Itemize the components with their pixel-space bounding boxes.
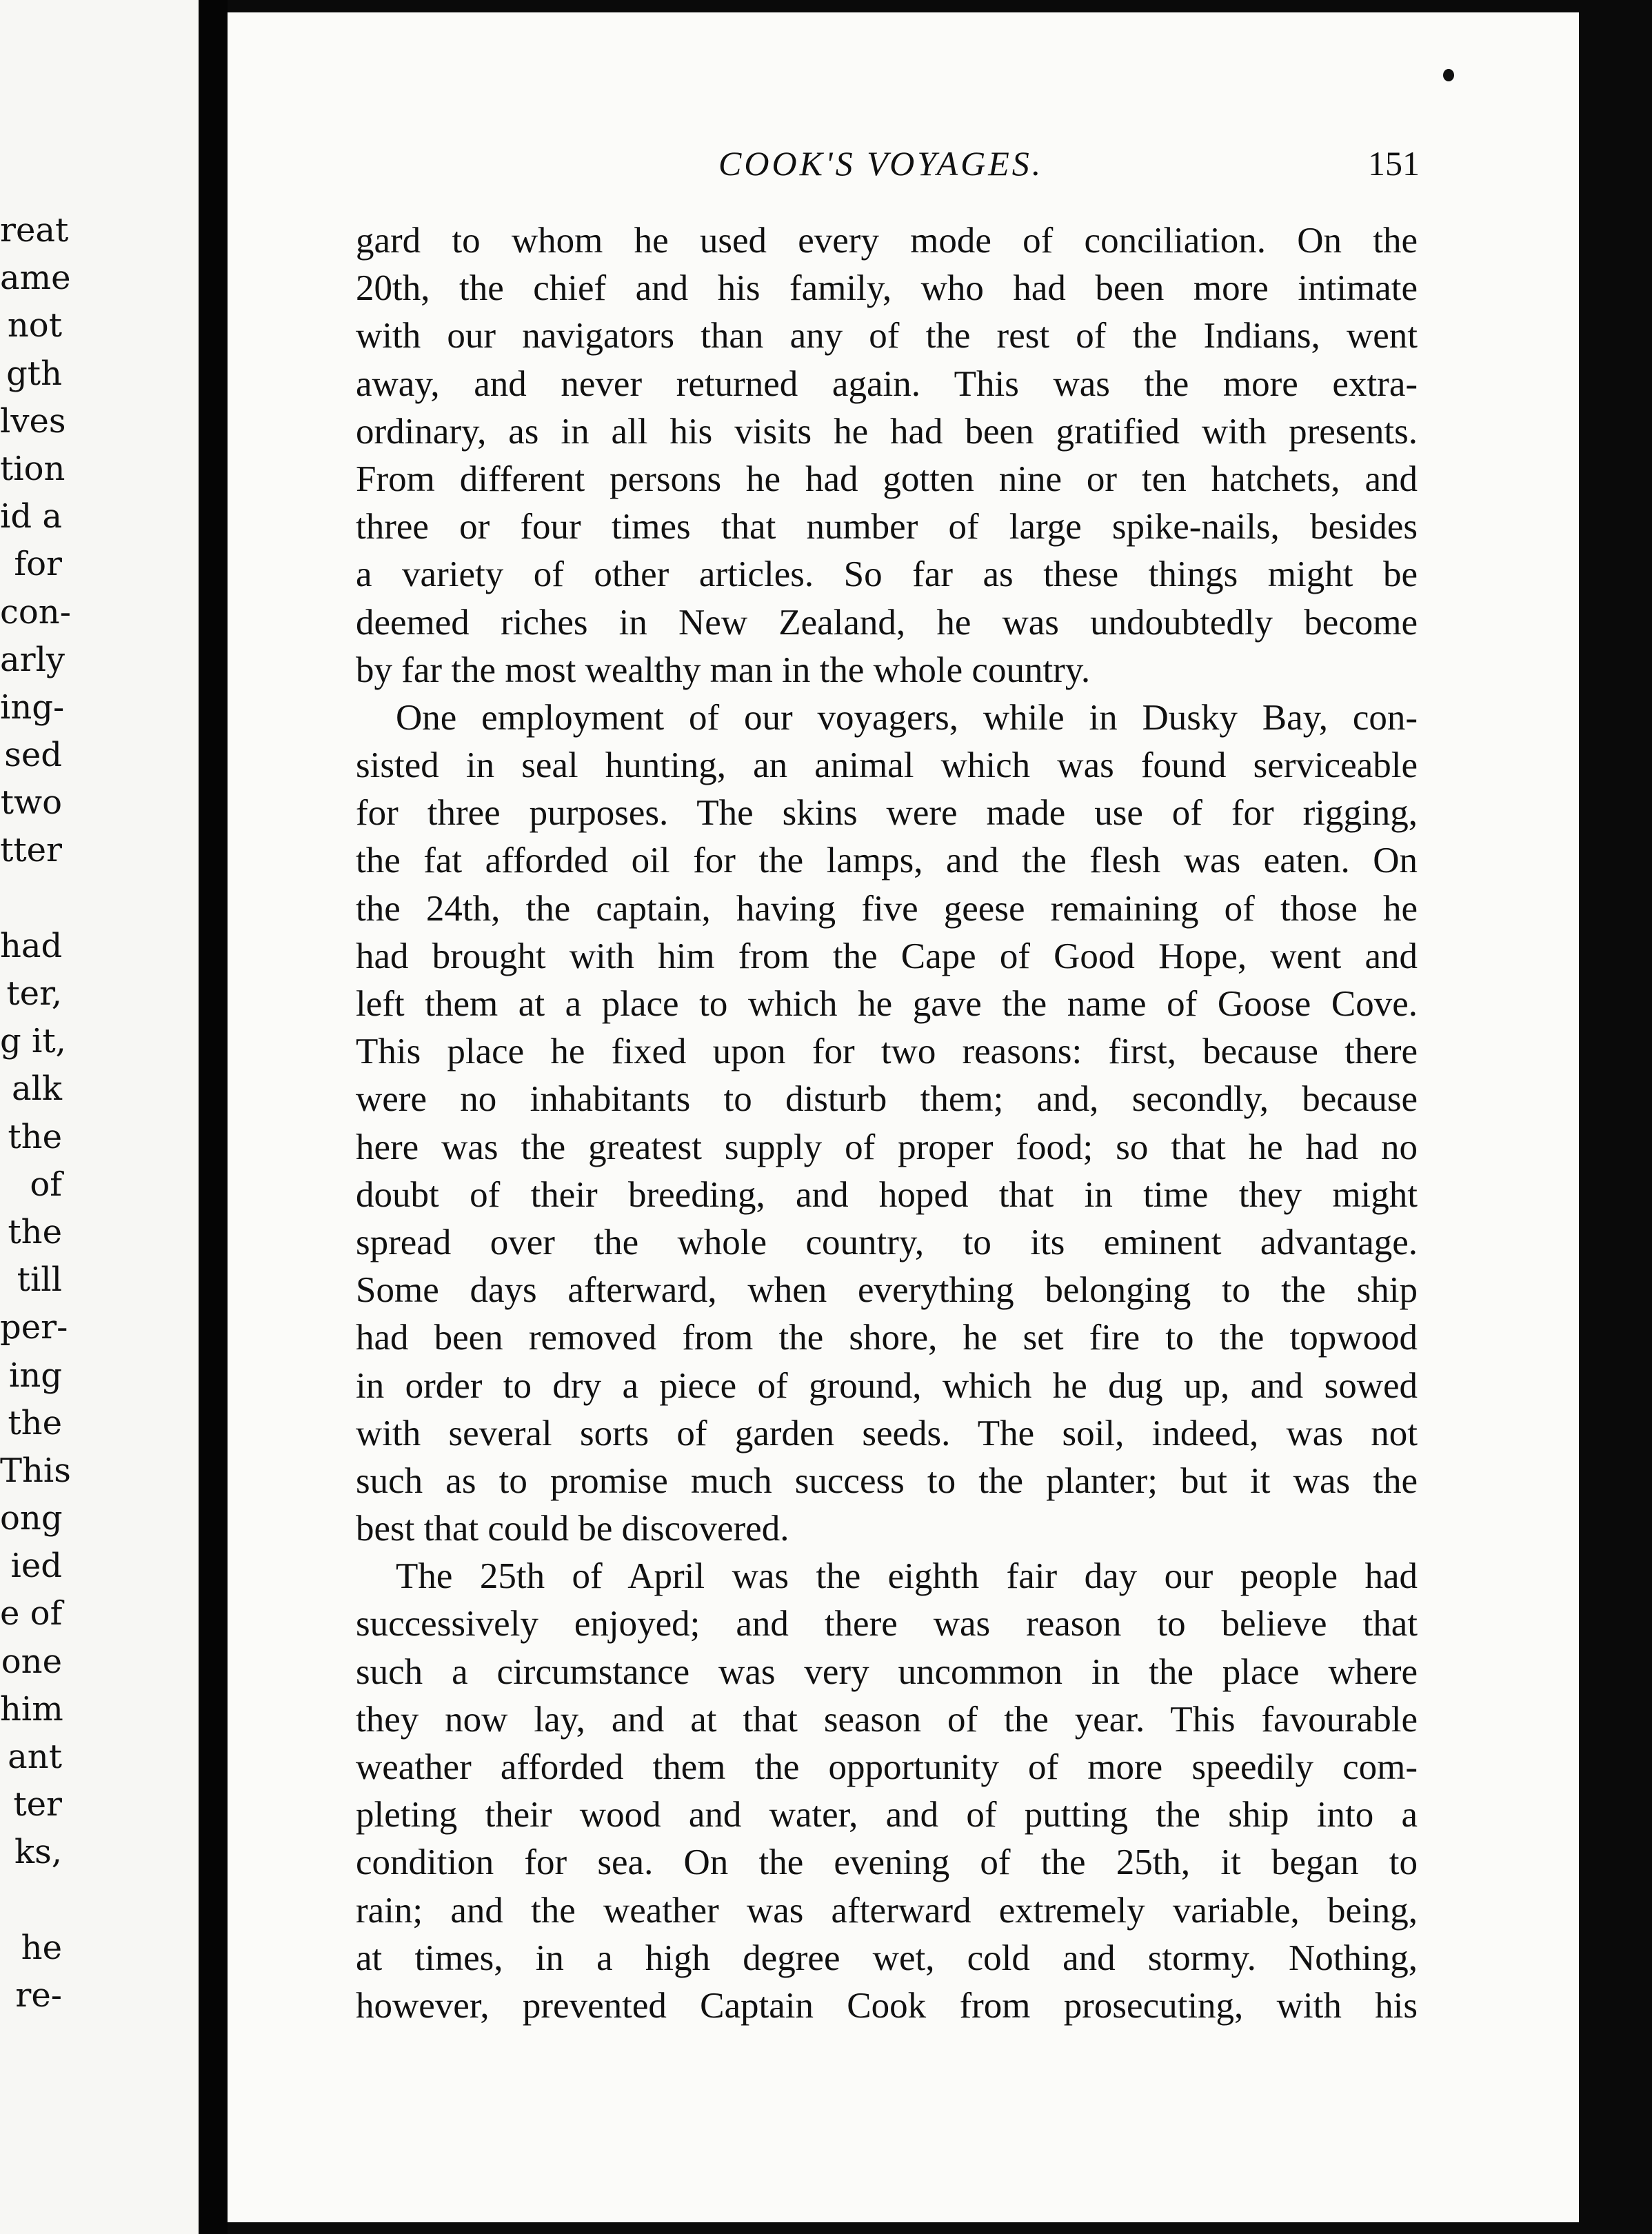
text-line: sisted in seal hunting, an animal which was found serviceable	[356, 745, 1418, 786]
text-line: such a circumstance was very uncommon in the place where	[356, 1651, 1418, 1692]
text-line: gard to whom he used every mode of conciliation. On the	[356, 221, 1418, 261]
text-line: best that could be discovered.	[356, 1509, 789, 1549]
text-line: One employment of our voyagers, while in Dusky Bay, con-	[396, 697, 1418, 738]
fragment-line: for	[14, 545, 62, 584]
fragment-line: con-	[0, 592, 71, 632]
text-line: deemed riches in New Zealand, he was undoubtedly become	[356, 602, 1418, 643]
book-gutter	[199, 0, 228, 2234]
fragment-line: reat	[0, 211, 69, 250]
text-line: away, and never returned again. This was the more extra-	[356, 363, 1418, 404]
fragment-line: tter	[0, 831, 62, 870]
fragment-line: two	[0, 783, 62, 823]
fragment-line: ks,	[14, 1833, 62, 1872]
fragment-line: lves	[0, 401, 66, 441]
fragment-line: sed	[4, 736, 62, 775]
text-line: a variety of other articles. So far as these things might be	[356, 554, 1418, 595]
fragment-line: ame	[0, 259, 71, 298]
fragment-line: gth	[6, 354, 62, 393]
text-line: for three purposes. The skins were made use of for rigging,	[356, 793, 1418, 834]
ink-spot	[1443, 69, 1454, 81]
text-line: three or four times that number of large spike-nails, besides	[356, 507, 1418, 547]
fragment-line: This	[0, 1451, 71, 1490]
fragment-line: alk	[11, 1069, 62, 1109]
page-number: 151	[1368, 144, 1420, 183]
text-line: at times, in a high degree wet, cold and stormy. Nothing,	[356, 1938, 1418, 1978]
fragment-line: ter,	[6, 974, 62, 1013]
running-header	[228, 143, 1579, 192]
text-line: by far the most wealthy man in the whole country.	[356, 650, 1091, 690]
fragment-line: had	[0, 926, 63, 965]
fragment-line: ant	[8, 1738, 62, 1776]
text-line: From different persons he had gotten nine or ten hatchets, and	[356, 459, 1418, 499]
text-line: with our navigators than any of the rest of the Indians, went	[356, 316, 1418, 356]
text-line: had brought with him from the Cape of Good Hope, went and	[356, 936, 1418, 976]
text-line: here was the greatest supply of proper food; so that he had no	[356, 1127, 1418, 1167]
fragment-line: id a	[0, 497, 62, 536]
running-title: COOK'S VOYAGES.	[718, 144, 1044, 183]
fragment-line: of	[30, 1165, 62, 1204]
text-line: with several sorts of garden seeds. The soil, indeed, was not	[356, 1413, 1418, 1453]
fragment-line: e of	[0, 1594, 63, 1633]
body-text	[356, 217, 1418, 2030]
text-line: had been removed from the shore, he set fire to the topwood	[356, 1318, 1418, 1358]
text-line: 20th, the chief and his family, who had been more intimate	[356, 268, 1418, 309]
text-line: condition for sea. On the evening of the 25th, it began to	[356, 1842, 1418, 1883]
fragment-line	[0, 875, 62, 923]
previous-page-text-fragments	[0, 207, 71, 2020]
fragment-line: him	[0, 1689, 63, 1729]
text-line: weather afforded them the opportunity of more speedily com-	[356, 1747, 1418, 1787]
text-line: rain; and the weather was afterward extremely variable, being,	[356, 1890, 1418, 1931]
text-line: successively enjoyed; and there was reason to believe that	[356, 1604, 1418, 1644]
text-line: left them at a place to which he gave the name of Goose Cove.	[356, 984, 1418, 1024]
text-line: pleting their wood and water, and of putting the ship into a	[356, 1795, 1418, 1835]
text-line: they now lay, and at that season of the year. This favourable	[356, 1699, 1418, 1740]
text-line: ordinary, as in all his visits he had been gratified with presents.	[356, 411, 1418, 452]
text-line: doubt of their breeding, and hoped that in time they might	[356, 1174, 1418, 1215]
fragment-line: ong	[0, 1499, 63, 1538]
fragment-line: ter	[13, 1785, 62, 1824]
fragment-line: the	[8, 1117, 62, 1156]
right-background	[1579, 0, 1652, 2234]
text-line: however, prevented Captain Cook from prosecuting, with his	[356, 1985, 1418, 2026]
fragment-line: tion	[0, 449, 66, 488]
fragment-line: not	[7, 306, 62, 345]
fragment-line: ing	[9, 1356, 62, 1395]
text-line: in order to dry a piece of ground, which he dug up, and sowed	[356, 1365, 1418, 1406]
text-line: the 24th, the captain, having five geese remaining of those he	[356, 888, 1418, 929]
text-line: The 25th of April was the eighth fair day our people had	[396, 1556, 1418, 1597]
fragment-line: per-	[0, 1308, 68, 1347]
fragment-line: till	[17, 1260, 62, 1300]
fragment-line: he	[21, 1928, 62, 1967]
fragment-line: the	[8, 1212, 62, 1251]
fragment-line: re-	[15, 1975, 62, 2015]
fragment-line: ied	[10, 1547, 62, 1586]
fragment-line: ing-	[0, 687, 65, 727]
book-page	[228, 12, 1579, 2222]
fragment-line	[0, 1877, 62, 1924]
fragment-line: g it,	[0, 1022, 66, 1061]
text-line: Some days afterward, when everything belonging to the ship	[356, 1270, 1418, 1311]
text-line: This place he fixed upon for two reasons: first, because there	[356, 1032, 1418, 1072]
fragment-line: the	[8, 1403, 62, 1442]
previous-page-edge	[0, 0, 199, 2234]
text-line: such as to promise much success to the planter; but it was the	[356, 1460, 1418, 1501]
text-line: the fat afforded oil for the lamps, and the flesh was eaten. On	[356, 841, 1418, 881]
fragment-line: arly	[0, 640, 66, 679]
fragment-line: one	[1, 1642, 62, 1681]
text-line: were no inhabitants to disturb them; and, secondly, because	[356, 1079, 1418, 1120]
text-line: spread over the whole country, to its eminent advantage.	[356, 1222, 1418, 1262]
